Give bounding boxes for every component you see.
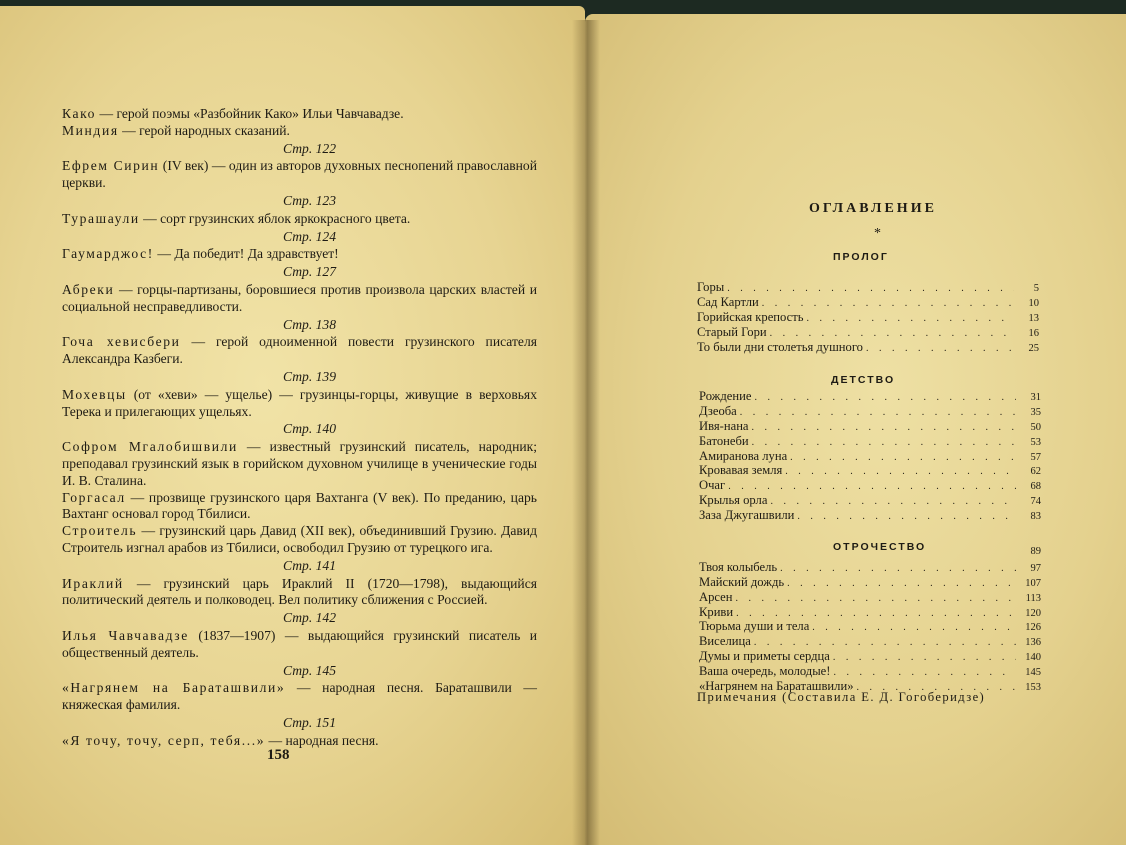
toc-entry bbox=[699, 649, 1041, 664]
toc-leader-dots bbox=[752, 436, 1016, 451]
note-term: Ираклий bbox=[62, 575, 124, 591]
toc-entry-title: Кровавая земля bbox=[699, 463, 783, 478]
note-term: Турашаули bbox=[62, 210, 140, 226]
toc-entry-title: Очаг bbox=[699, 478, 726, 493]
note-definition: — герой поэмы «Разбойник Како» Ильи Чавчавадзе. bbox=[96, 106, 404, 121]
note-entry bbox=[62, 490, 537, 524]
toc-entry bbox=[699, 605, 1041, 620]
toc-entry-page: 120 bbox=[1025, 607, 1041, 619]
page-reference: Стр. 127 bbox=[282, 264, 337, 280]
toc-entry-title: Майский дождь bbox=[699, 574, 785, 589]
toc-entry bbox=[699, 463, 1041, 478]
note-entry bbox=[62, 246, 537, 263]
toc-entry-page: 25 bbox=[1028, 342, 1039, 354]
toc-entry-title: Старый Гори bbox=[697, 324, 767, 339]
toc-entry-title: Арсен bbox=[699, 589, 733, 604]
note-definition: — прозвище грузинского царя Вахтанга (V век). По преданию, царь Вахтанг основал город Тбилиси. bbox=[62, 489, 537, 522]
note-entry bbox=[62, 576, 537, 610]
toc-leader-dots bbox=[833, 666, 1016, 681]
toc-entry bbox=[699, 664, 1041, 679]
page-reference: Стр. 122 bbox=[282, 140, 337, 156]
note-term: Мохевцы bbox=[62, 386, 127, 402]
toc-entry-title: Батонеби bbox=[699, 433, 749, 448]
note-entry bbox=[62, 158, 537, 192]
toc-entry-title: Криви bbox=[699, 604, 734, 619]
page-reference: Стр. 123 bbox=[282, 192, 337, 208]
toc-entry-title: Ивя-нана bbox=[699, 418, 749, 433]
toc-entry-title: Дзеоба bbox=[699, 403, 737, 418]
toc-list-detstvo bbox=[699, 389, 1041, 523]
toc-entry-title: Тюрьма души и тела bbox=[699, 619, 810, 634]
note-definition: — народная песня. bbox=[265, 732, 379, 748]
right-page bbox=[585, 14, 1126, 845]
toc-notes-line: Примечания (Составила Е. Д. Гогоберидзе) bbox=[697, 690, 986, 704]
toc-leader-dots bbox=[740, 406, 1016, 421]
toc-entry-title: Ваша очередь, молодые! bbox=[699, 664, 831, 679]
note-entry bbox=[62, 628, 537, 662]
toc-entry-page: 83 bbox=[1030, 511, 1041, 523]
toc-entry bbox=[699, 478, 1041, 493]
note-definition: — герой народных сказаний. bbox=[118, 122, 290, 138]
toc-entry-title: Виселица bbox=[699, 634, 751, 649]
toc-entry-title: То были дни столетья душного bbox=[697, 339, 863, 354]
toc-entry bbox=[697, 340, 1039, 355]
note-term: Илья Чавчавадзе bbox=[62, 627, 189, 643]
toc-entry-title: «Нагрянем на Бараташвили» bbox=[699, 679, 854, 694]
note-term: Абреки bbox=[62, 281, 115, 297]
toc-leader-dots bbox=[787, 577, 1016, 592]
toc-entry bbox=[699, 449, 1041, 464]
toc-entry-page: 50 bbox=[1030, 421, 1041, 433]
toc-entry bbox=[699, 575, 1041, 590]
toc-entry bbox=[699, 634, 1041, 649]
toc-entry-page: 68 bbox=[1030, 481, 1041, 493]
toc-entry-page: 136 bbox=[1025, 637, 1041, 649]
note-term: «Я точу, точу, серп, тебя...» bbox=[62, 732, 266, 748]
note-term: Ефрем Сирин bbox=[62, 158, 160, 174]
note-definition: (1837—1907) — выдающийся грузинский писатель и общественный деятель. bbox=[62, 627, 537, 660]
toc-leader-dots bbox=[812, 621, 1016, 636]
page-reference: Стр. 141 bbox=[282, 557, 337, 573]
section-heading-prolog: ПРОЛОГ bbox=[833, 251, 889, 263]
toc-entry bbox=[699, 560, 1041, 575]
toc-entry bbox=[697, 325, 1039, 340]
page-reference: Стр. 151 bbox=[282, 714, 337, 730]
toc-entry-page: 35 bbox=[1030, 406, 1041, 418]
toc-entry-title: Крылья орла bbox=[699, 493, 768, 508]
note-entry bbox=[62, 211, 537, 228]
toc-entry bbox=[699, 590, 1041, 605]
toc-leader-dots bbox=[790, 451, 1016, 466]
toc-leader-dots bbox=[797, 510, 1016, 525]
toc-leader-dots bbox=[866, 342, 1014, 357]
section-heading-otrochestvo: ОТРОЧЕСТВО bbox=[833, 541, 927, 553]
note-entry bbox=[62, 334, 537, 368]
toc-entry bbox=[699, 389, 1041, 404]
toc-entry bbox=[699, 619, 1041, 634]
toc-entry bbox=[699, 419, 1041, 434]
toc-leader-dots bbox=[770, 495, 1016, 510]
note-entry bbox=[62, 680, 537, 714]
toc-entry-title: Сад Картли bbox=[697, 294, 759, 309]
page-reference: Стр. 140 bbox=[282, 421, 337, 437]
note-definition: — грузинский царь Давид (XII век), объединивший Грузию. Давид Строитель изгнал арабов из Тбилиси, освободил Грузию от турецкого ига. bbox=[62, 523, 537, 555]
note-entry bbox=[62, 733, 537, 750]
toc-entry bbox=[697, 310, 1039, 325]
toc-leader-dots bbox=[728, 480, 1016, 495]
toc-entry-page: 153 bbox=[1025, 682, 1041, 694]
toc-entry-page: 145 bbox=[1025, 667, 1041, 679]
notes-text bbox=[62, 106, 537, 749]
toc-leader-dots bbox=[754, 391, 1016, 406]
toc-entry bbox=[699, 434, 1041, 449]
toc-entry-title: Твоя колыбель bbox=[699, 559, 778, 574]
toc-leader-dots bbox=[735, 592, 1016, 607]
note-term: «Нагрянем на Бараташвили» bbox=[62, 680, 286, 696]
note-definition: — горцы-партизаны, боровшиеся против произвола царских властей и социальной несправедливости. bbox=[62, 281, 537, 314]
book-gutter bbox=[572, 20, 600, 845]
note-term: Миндия bbox=[62, 122, 119, 138]
toc-leader-dots bbox=[752, 421, 1016, 436]
note-definition: — народная песня. Бараташвили — княжеская фамилия. bbox=[62, 680, 538, 713]
note-definition: (IV век) — один из авторов духовных песнопений православной церкви. bbox=[62, 158, 537, 191]
toc-entry-page: 5 bbox=[1033, 283, 1039, 294]
note-term: Горгасал bbox=[62, 489, 126, 505]
note-definition: — герой одноименной повести грузинского писателя Александра Казбеги. bbox=[62, 334, 537, 367]
toc-title: ОГЛАВЛЕНИЕ bbox=[809, 201, 937, 216]
note-entry bbox=[62, 523, 537, 557]
note-definition: — сорт грузинских яблок яркокрасного цвета. bbox=[139, 210, 411, 226]
toc-entry bbox=[699, 404, 1041, 419]
note-entry bbox=[62, 123, 537, 140]
note-entry bbox=[62, 387, 537, 421]
note-term: Строитель bbox=[62, 523, 138, 539]
toc-entry bbox=[699, 493, 1041, 508]
toc-leader-dots bbox=[727, 282, 1014, 297]
toc-entry-page: 57 bbox=[1030, 451, 1041, 463]
toc-entry-page: 10 bbox=[1028, 297, 1039, 309]
note-definition: — известный грузинский писатель, народник; преподавал грузинский язык в горийском духовном училище в ученические годы И. В. Сталина. bbox=[62, 439, 537, 488]
note-entry bbox=[62, 282, 537, 316]
toc-entry-page: 53 bbox=[1030, 436, 1041, 448]
toc-entry bbox=[699, 508, 1041, 523]
left-page bbox=[0, 6, 585, 845]
toc-entry-page: 74 bbox=[1030, 496, 1041, 508]
toc-entry-title: Амиранова луна bbox=[699, 448, 788, 463]
note-entry bbox=[62, 106, 537, 123]
toc-entry-page: 16 bbox=[1028, 327, 1039, 339]
toc-leader-dots bbox=[780, 562, 1016, 577]
note-entry bbox=[62, 439, 537, 489]
note-definition: (от «хеви» — ущелье) — грузинцы-горцы, живущие в верховьях Терека и прилегающих ущельях. bbox=[62, 386, 537, 419]
toc-star-ornament: * bbox=[874, 226, 881, 241]
toc-list-otrochestvo bbox=[699, 545, 1041, 694]
page-number: 158 bbox=[267, 747, 290, 763]
note-term: Како bbox=[62, 106, 97, 121]
toc-entry-title: Рождение bbox=[699, 389, 752, 403]
toc-leader-dots bbox=[785, 465, 1016, 480]
note-term: Гаумарджос! bbox=[62, 246, 154, 262]
toc-entry-title: Заза Джугашвили bbox=[699, 508, 795, 523]
section-heading-detstvo: ДЕТСТВО bbox=[831, 374, 896, 386]
toc-entry-page: 89 bbox=[1030, 546, 1041, 557]
toc-entry-page: 107 bbox=[1025, 577, 1041, 589]
toc-entry-title: Горийская крепость bbox=[697, 309, 804, 324]
toc-entry-title: Думы и приметы сердца bbox=[699, 649, 830, 664]
toc-entry bbox=[697, 280, 1039, 295]
toc-leader-dots bbox=[833, 651, 1016, 666]
toc-entry-page: 140 bbox=[1025, 652, 1041, 664]
toc-entry-page: 13 bbox=[1028, 312, 1039, 324]
page-reference: Стр. 139 bbox=[282, 368, 337, 384]
toc-entry bbox=[697, 295, 1039, 310]
note-term: Гоча хевисбери bbox=[62, 334, 181, 350]
toc-entry-page: 126 bbox=[1025, 622, 1041, 634]
note-definition: — Да победит! Да здравствует! bbox=[153, 246, 339, 262]
toc-entry-page: 113 bbox=[1025, 592, 1041, 604]
page-reference: Стр. 142 bbox=[282, 610, 337, 626]
page-reference: Стр. 145 bbox=[282, 662, 337, 678]
note-term: Софром Мгалобишвили bbox=[62, 439, 238, 455]
toc-entry-page: 62 bbox=[1030, 466, 1041, 478]
page-reference: Стр. 124 bbox=[282, 228, 337, 244]
toc-entry-page: 97 bbox=[1030, 562, 1041, 574]
toc-entry bbox=[699, 545, 1041, 560]
toc-entry-page: 31 bbox=[1030, 392, 1041, 403]
note-definition: — грузинский царь Ираклий II (1720—1798), выдающийся политический деятель и полководец. Вел политику сближения с Россией. bbox=[62, 575, 537, 608]
toc-list-prolog bbox=[697, 280, 1039, 354]
toc-entry-title: Горы bbox=[697, 280, 725, 294]
page-reference: Стр. 138 bbox=[282, 316, 337, 332]
toc-leader-dots bbox=[807, 312, 1015, 327]
